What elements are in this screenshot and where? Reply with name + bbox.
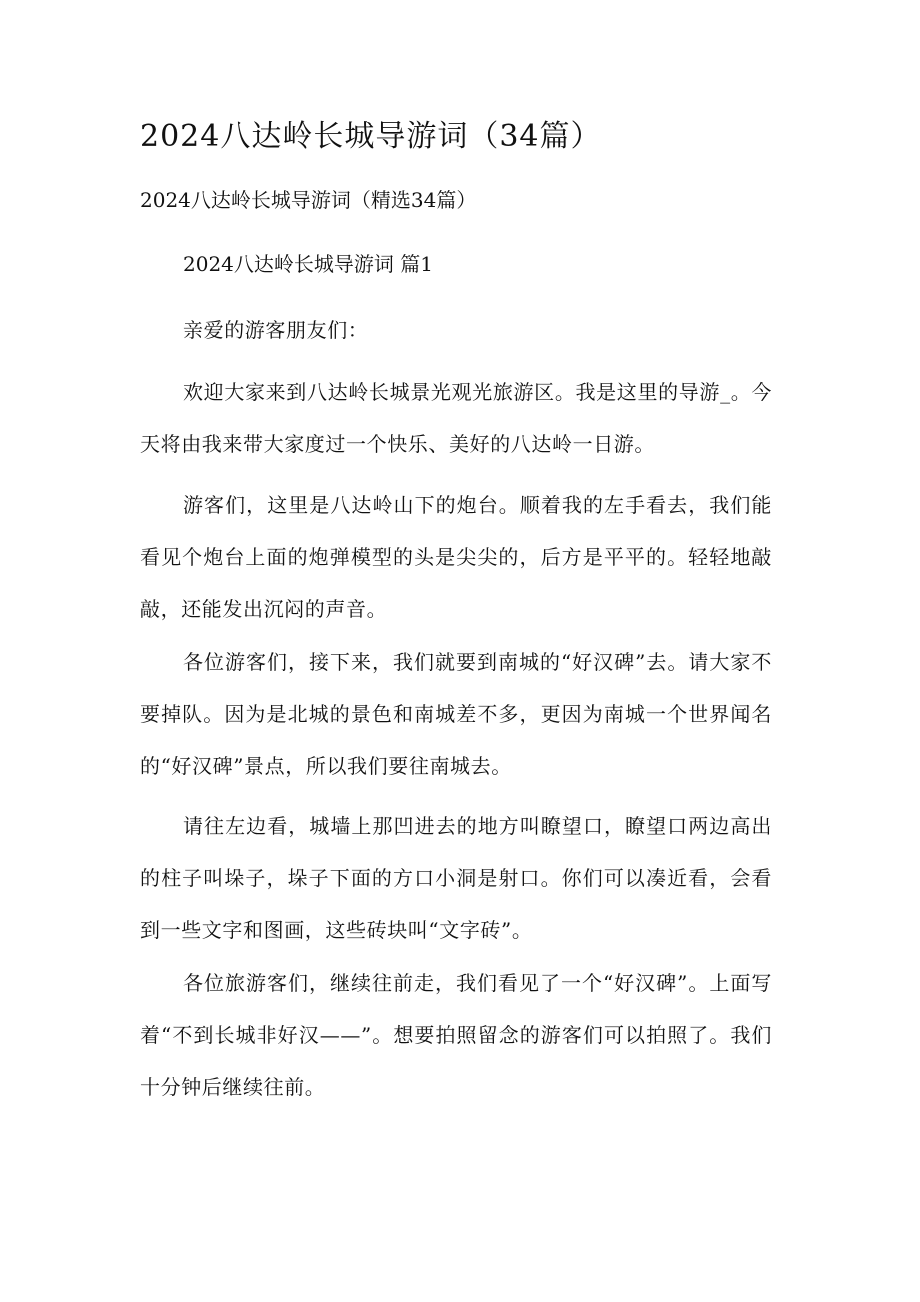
document-subtitle: 2024八达岭长城导游词（精选34篇） [140,188,477,212]
paragraph: 游客们，这里是八达岭山下的炮台。顺着我的左手看去，我们能看见个炮台上面的炮弹模型的头是尖尖的，后方是平平的。轻轻地敲敲，还能发出沉闷的声音。 [140,493,772,621]
paragraph: 欢迎大家来到八达岭长城景光观光旅游区。我是这里的导游_。今天将由我来带大家度过一个快乐、美好的八达岭一日游。 [140,380,772,456]
paragraph: 请往左边看，城墙上那凹进去的地方叫瞭望口，瞭望口两边高出的柱子叫垛子，垛子下面的方口小洞是射口。你们可以凑近看，会看到一些文字和图画，这些砖块叫“文字砖”。 [140,814,772,942]
paragraph: 各位旅游客们，继续往前走，我们看见了一个“好汉碑”。上面写着“不到长城非好汉——”。想要拍照留念的游客们可以拍照了。我们十分钟后继续往前。 [140,971,772,1099]
document-title: 2024八达岭长城导游词（34篇） [140,119,602,154]
paragraph: 各位游客们，接下来，我们就要到南城的“好汉碑”去。请大家不要掉队。因为是北城的景色和南城差不多，更因为南城一个世界闻名的“好汉碑”景点，所以我们要往南城去。 [140,650,772,778]
paragraph-greeting: 亲爱的游客朋友们： [183,318,369,342]
section-heading: 2024八达岭长城导游词 篇1 [183,252,433,276]
